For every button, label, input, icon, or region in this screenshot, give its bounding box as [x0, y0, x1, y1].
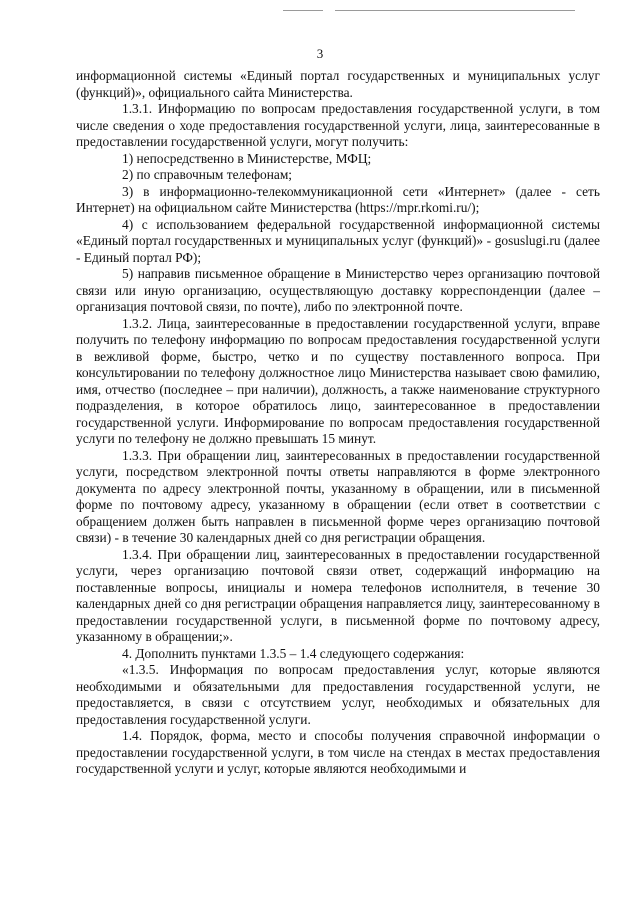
paragraph: 1.3.1. Информацию по вопросам предоставления государственной услуги, в том числе сведения о ходе предоставления государственной услуги, лица, заинтересованные в предоставлении государственной услуги, могут получить:: [76, 101, 600, 149]
paragraph: 2) по справочным телефонам;: [122, 167, 293, 182]
paragraph: 1.3.4. При обращении лиц, заинтересованных в предоставлении государственной услуги, через организацию почтовой связи ответ, содержащий информацию на поставленные вопросы, инициалы и номера телефонов исполнителя, в течение 30 календарных дней со дня регистрации обращения направляется лицу, заинтересованному в предоставлении государственной услуги, в письменной форме по почтовому адресу, указанному в обращении;».: [76, 546, 600, 644]
paragraph: 1.3.2. Лица, заинтересованные в предоставлении государственной услуги, вправе получить по телефону информацию по вопросам предоставления государственной услуги в вежливой форме, быстро, четко и по существу поставленного вопроса. При консультировании по телефону должностное лицо Министерства называет свою фамилию, имя, отчество (последнее – при наличии), должность, а также наименование структурного подразделения, в которое обратилось лицо, заинтересованное в предоставлении государственной услуги. Информирование по вопросам предоставления государственной услуги по телефону не должно превышать 15 минут.: [76, 315, 600, 446]
paragraph: «1.3.5. Информация по вопросам предоставления услуг, которые являются необходимыми и обязательными для предоставления государственной услуги, не предоставляется, в связи с отсутствием услуг, необходимых и обязательных для предоставления государственной услуги.: [76, 662, 600, 727]
page-number: 3: [316, 46, 324, 61]
paragraph: 1.4. Порядок, форма, место и способы получения справочной информации о предоставлении государственной услуги, в том числе на стендах в местах предоставления государственной услуги и услуг, которые являются необходимыми и: [76, 728, 600, 776]
document-body: [76, 68, 600, 778]
paragraph: 5) направив письменное обращение в Министерство через организацию почтовой связи или иную организацию, осуществляющую доставку корреспонденции (далее – организация почтовой связи, по почте), либо по электронной почте.: [76, 266, 600, 314]
paragraph: 3) в информационно-телекоммуникационной сети «Интернет» (далее - сеть Интернет) на официальном сайте Министерства (https://mpr.rkomi.ru/);: [76, 183, 600, 215]
scan-artifact-line: [283, 10, 323, 11]
paragraph: 4. Дополнить пунктами 1.3.5 – 1.4 следующего содержания:: [122, 645, 465, 661]
paragraph: 1.3.3. При обращении лиц, заинтересованных в предоставлении государственной услуги, посредством электронной почты ответы направляются в форме электронного документа по адресу электронной почты, указанному в обращении, или в письменной форме по почтовому адресу, указанному в обращении (если ответ в соответствии с обращением должен быть направлен в письменной форме через организацию почтовой связи) - в течение 30 календарных дней со дня регистрации обращения.: [76, 447, 600, 545]
paragraph: информационной системы «Единый портал государственных и муниципальных услуг (функций)», официального сайта Министерства.: [76, 68, 600, 100]
scan-artifact-line: [335, 10, 575, 11]
paragraph: 4) с использованием федеральной государственной информационной системы «Единый портал государственных и муниципальных услуг (функций)» - gosuslugi.ru (далее - Единый портал РФ);: [76, 216, 600, 265]
paragraph: 1) непосредственно в Министерстве, МФЦ;: [122, 150, 372, 166]
